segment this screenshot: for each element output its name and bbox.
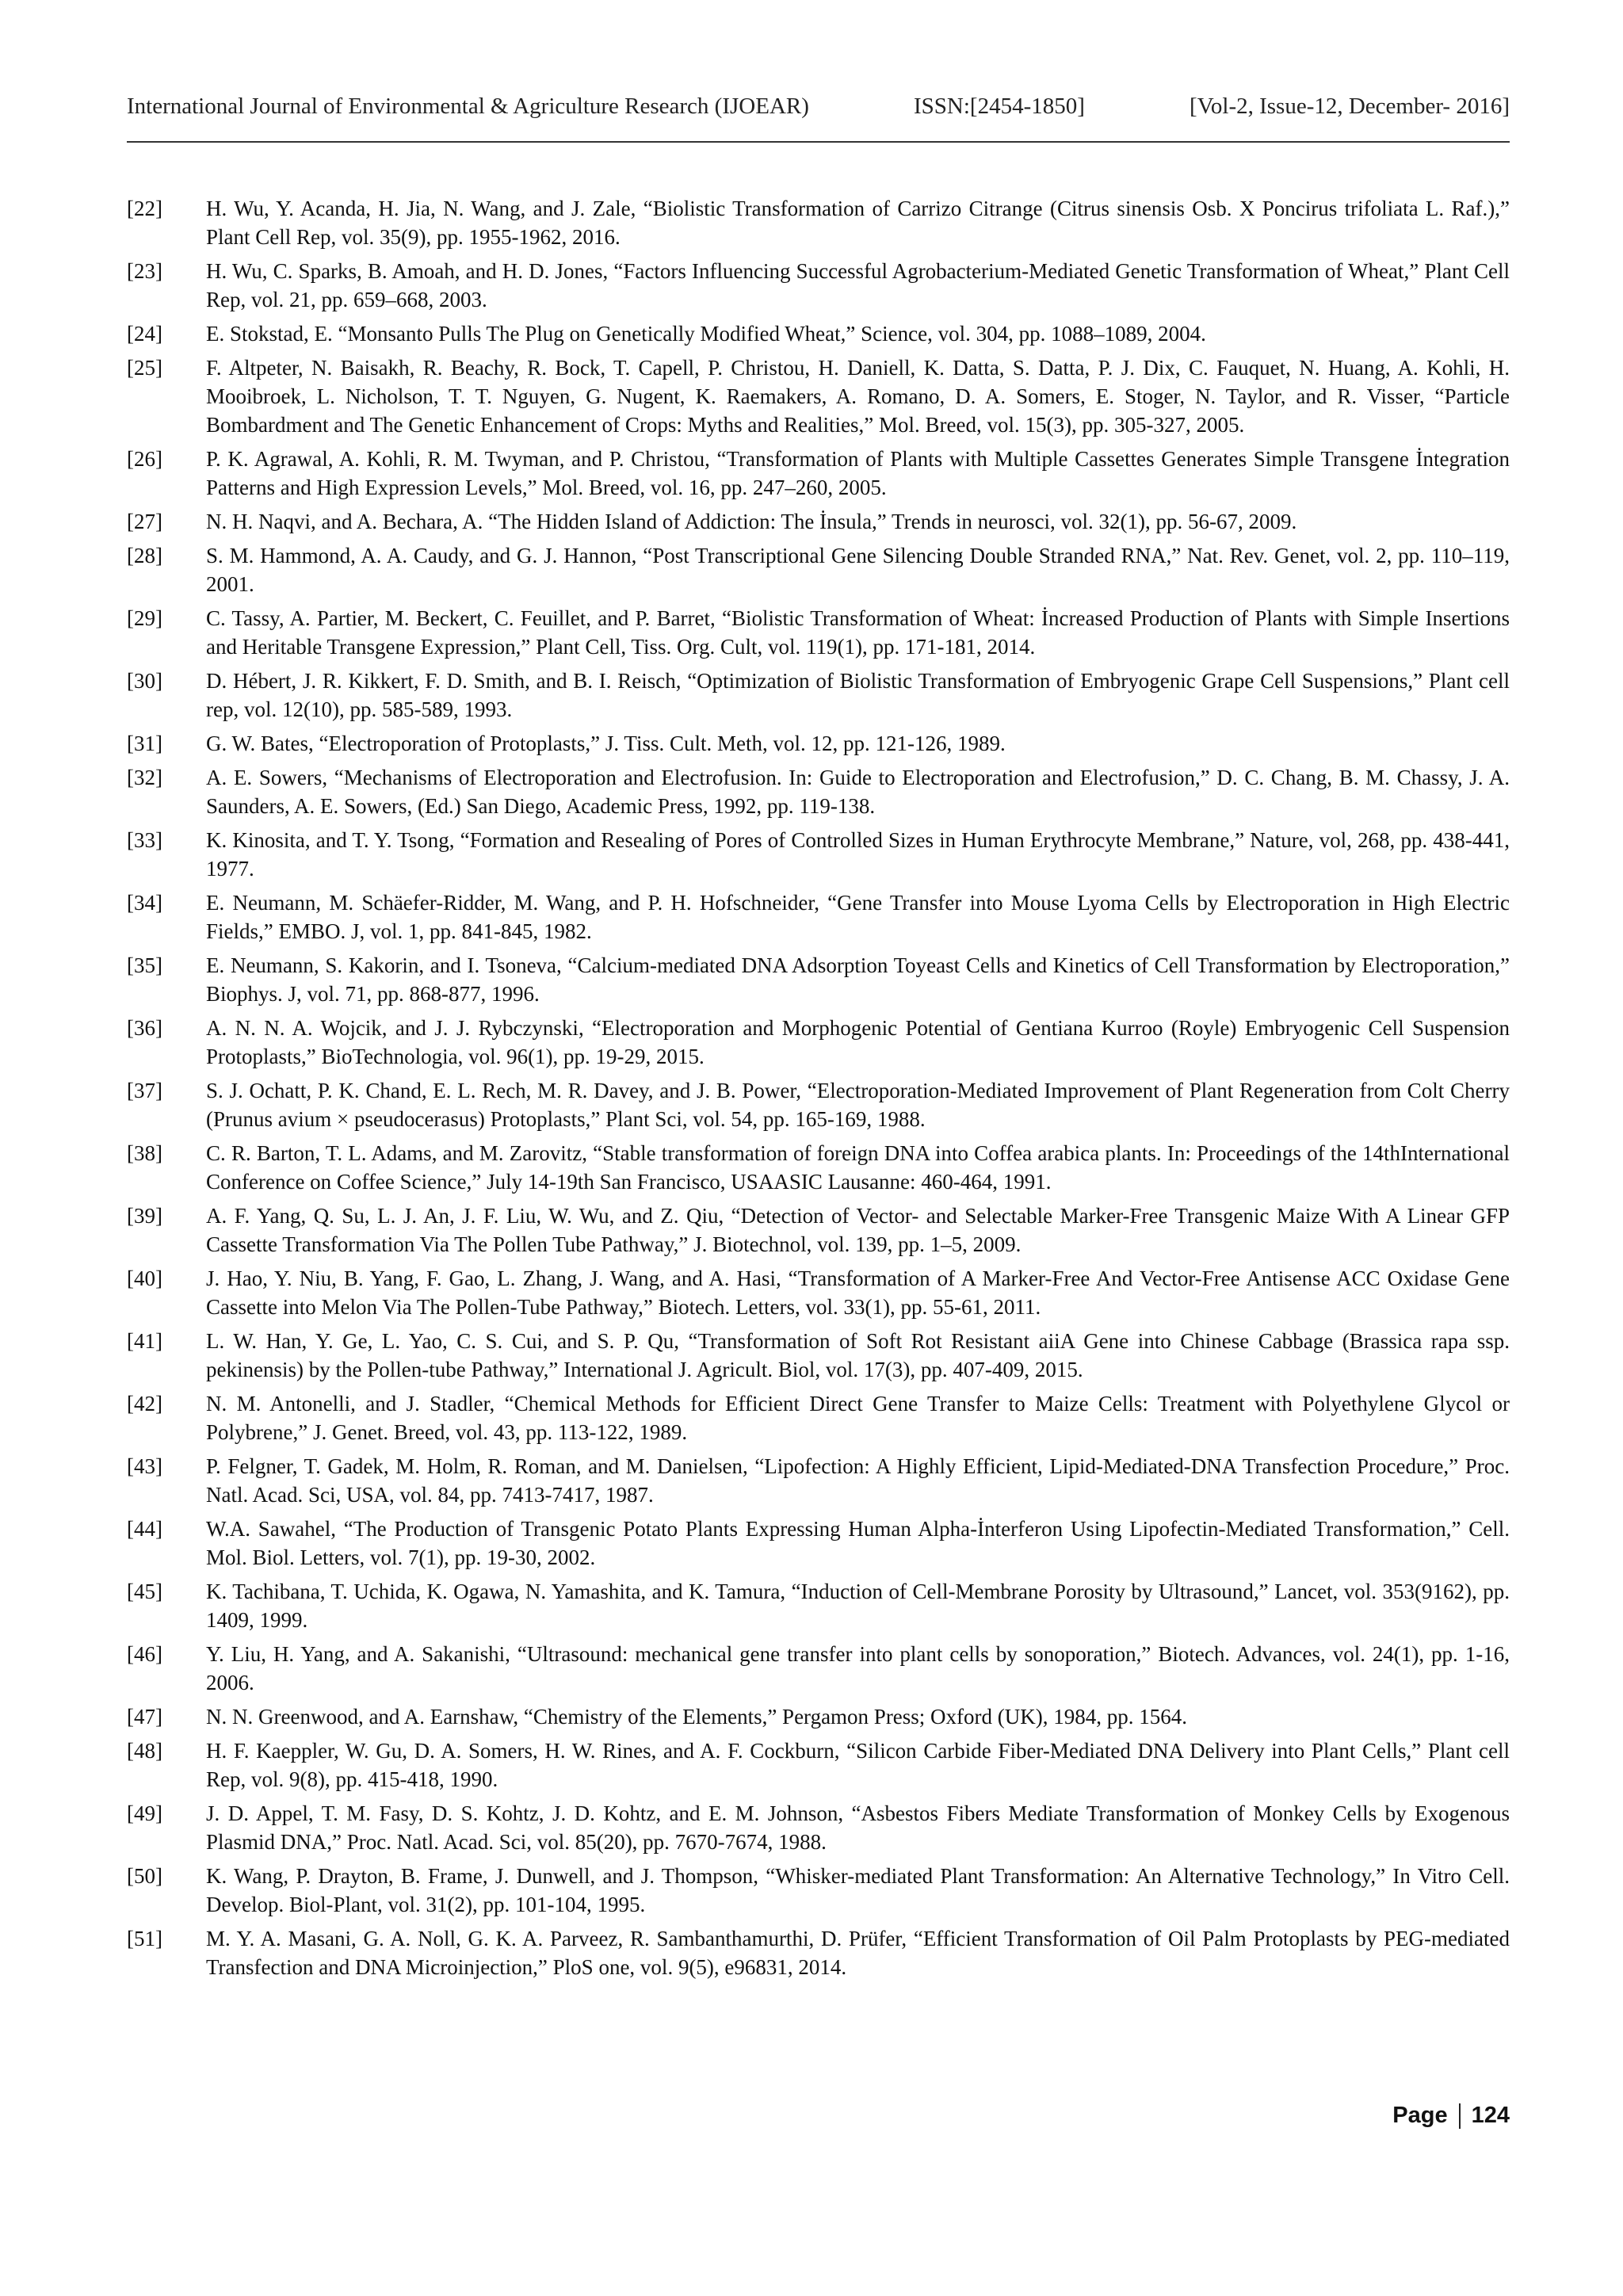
reference-text: H. F. Kaeppler, W. Gu, D. A. Somers, H. W. Rines, and A. F. Cockburn, “Silicon Carbide Fiber-Mediated DNA Delivery into Plant Cells,” Plant cell Rep, vol. 9(8), pp. 415-418, 1990. <box>206 1739 1510 1791</box>
reference-item <box>127 1515 1510 1572</box>
reference-item <box>127 319 1510 348</box>
reference-item <box>127 1201 1510 1259</box>
reference-number: [33] <box>127 828 162 852</box>
reference-text: W.A. Sawahel, “The Production of Transgenic Potato Plants Expressing Human Alpha-İnterferon Using Lipofectin-Mediated Transformation,” Cell. Mol. Biol. Letters, vol. 7(1), pp. 19-30, 2002. <box>206 1517 1510 1569</box>
reference-number: [38] <box>127 1141 162 1165</box>
reference-item <box>127 1924 1510 1981</box>
reference-number: [48] <box>127 1739 162 1763</box>
page-label: Page <box>1392 2103 1448 2128</box>
reference-number: [46] <box>127 1642 162 1666</box>
reference-item <box>127 888 1510 946</box>
reference-text: K. Wang, P. Drayton, B. Frame, J. Dunwell, and J. Thompson, “Whisker-mediated Plant Transformation: An Alternative Technology,” In Vitro Cell. Develop. Biol-Plant, vol. 31(2), pp. 101-104, 1995. <box>206 1864 1510 1916</box>
reference-number: [44] <box>127 1517 162 1541</box>
reference-text: A. F. Yang, Q. Su, L. J. An, J. F. Liu, W. Wu, and Z. Qiu, “Detection of Vector- and Selectable Marker-Free Transgenic Maize With A Linear GFP Cassette Transformation Via The Pollen Tube Pathway,” J. Biotechnol, vol. 139, pp. 1–5, 2009. <box>206 1204 1510 1256</box>
issn: ISSN:[2454-1850] <box>914 94 1085 119</box>
reference-number: [45] <box>127 1580 162 1603</box>
reference-text: L. W. Han, Y. Ge, L. Yao, C. S. Cui, and S. P. Qu, “Transformation of Soft Rot Resistant aiiA Gene into Chinese Cabbage (Brassica rapa ssp. pekinensis) by the Pollen-tube Pathway,” International J. Agricult. Biol, vol. 17(3), pp. 407-409, 2015. <box>206 1329 1510 1381</box>
reference-item <box>127 507 1510 536</box>
page-number: 124 <box>1471 2103 1510 2128</box>
reference-number: [41] <box>127 1329 162 1353</box>
reference-text: F. Altpeter, N. Baisakh, R. Beachy, R. Bock, T. Capell, P. Christou, H. Daniell, K. Datta, S. Datta, P. J. Dix, C. Fauquet, N. Huang, A. Kohli, H. Mooibroek, L. Nicholson, T. T. Nguyen, G. Nugent, K. Raemakers, A. Romano, D. A. Somers, E. Stoger, N. Taylor, and R. Visser, “Particle Bombardment and The Genetic Enhancement of Crops: Myths and Realities,” Mol. Breed, vol. 15(3), pp. 305-327, 2005. <box>206 356 1510 437</box>
reference-item <box>127 194 1510 251</box>
reference-text: N. H. Naqvi, and A. Bechara, A. “The Hidden Island of Addiction: The İnsula,” Trends in neurosci, vol. 32(1), pp. 56-67, 2009. <box>206 510 1297 533</box>
reference-item <box>127 1014 1510 1071</box>
reference-text: K. Kinosita, and T. Y. Tsong, “Formation and Resealing of Pores of Controlled Sizes in Human Erythrocyte Membrane,” Nature, vol, 268, pp. 438-441, 1977. <box>206 828 1510 881</box>
header-rule <box>127 141 1510 143</box>
reference-text: D. Hébert, J. R. Kikkert, F. D. Smith, and B. I. Reisch, “Optimization of Biolistic Transformation of Embryogenic Grape Cell Suspensions,” Plant cell rep, vol. 12(10), pp. 585-589, 1993. <box>206 669 1510 721</box>
reference-text: P. K. Agrawal, A. Kohli, R. M. Twyman, and P. Christou, “Transformation of Plants with Multiple Cassettes Generates Simple Transgene İntegration Patterns and High Expression Levels,” Mol. Breed, vol. 16, pp. 247–260, 2005. <box>206 447 1510 499</box>
reference-number: [37] <box>127 1079 162 1102</box>
reference-number: [42] <box>127 1392 162 1415</box>
reference-text: S. J. Ochatt, P. K. Chand, E. L. Rech, M. R. Davey, and J. B. Power, “Electroporation-Mediated Improvement of Plant Regeneration from Colt Cherry (Prunus avium × pseudocerasus) Protoplasts,” Plant Sci, vol. 54, pp. 165-169, 1988. <box>206 1079 1510 1131</box>
reference-number: [23] <box>127 259 162 283</box>
reference-item <box>127 667 1510 724</box>
reference-number: [36] <box>127 1016 162 1040</box>
reference-item <box>127 1799 1510 1856</box>
reference-text: H. Wu, Y. Acanda, H. Jia, N. Wang, and J. Zale, “Biolistic Transformation of Carrizo Citrange (Citrus sinensis Osb. X Poncirus trifoliata L. Raf.),” Plant Cell Rep, vol. 35(9), pp. 1955-1962, 2016. <box>206 197 1510 249</box>
reference-text: E. Neumann, M. Schäefer-Ridder, M. Wang, and P. H. Hofschneider, “Gene Transfer into Mouse Lyoma Cells by Electroporation in High Electric Fields,” EMBO. J, vol. 1, pp. 841-845, 1982. <box>206 891 1510 943</box>
reference-text: N. N. Greenwood, and A. Earnshaw, “Chemistry of the Elements,” Pergamon Press; Oxford (UK), 1984, pp. 1564. <box>206 1705 1188 1729</box>
journal-title: International Journal of Environmental & Agriculture Research (IJOEAR) <box>127 94 809 119</box>
reference-item <box>127 1327 1510 1384</box>
page-footer <box>1308 2103 1510 2129</box>
reference-item <box>127 445 1510 502</box>
reference-item <box>127 1736 1510 1794</box>
reference-number: [47] <box>127 1705 162 1729</box>
reference-item <box>127 604 1510 661</box>
reference-list <box>127 194 1510 1987</box>
reference-item <box>127 1640 1510 1697</box>
reference-text: G. W. Bates, “Electroporation of Protoplasts,” J. Tiss. Cult. Meth, vol. 12, pp. 121-126, 1989. <box>206 732 1006 755</box>
reference-text: N. M. Antonelli, and J. Stadler, “Chemical Methods for Efficient Direct Gene Transfer to Maize Cells: Treatment with Polyethylene Glycol or Polybrene,” J. Genet. Breed, vol. 43, pp. 113-122, 1989. <box>206 1392 1510 1444</box>
reference-text: E. Neumann, S. Kakorin, and I. Tsoneva, “Calcium-mediated DNA Adsorption Toyeast Cells and Kinetics of Cell Transformation by Electroporation,” Biophys. J, vol. 71, pp. 868-877, 1996. <box>206 953 1510 1006</box>
reference-number: [31] <box>127 732 162 755</box>
reference-text: K. Tachibana, T. Uchida, K. Ogawa, N. Yamashita, and K. Tamura, “Induction of Cell-Membrane Porosity by Ultrasound,” Lancet, vol. 353(9162), pp. 1409, 1999. <box>206 1580 1510 1632</box>
reference-item <box>127 1862 1510 1919</box>
reference-text: H. Wu, C. Sparks, B. Amoah, and H. D. Jones, “Factors Influencing Successful Agrobacterium-Mediated Genetic Transformation of Wheat,” Plant Cell Rep, vol. 21, pp. 659–668, 2003. <box>206 259 1510 311</box>
reference-text: Y. Liu, H. Yang, and A. Sakanishi, “Ultrasound: mechanical gene transfer into plant cells by sonoporation,” Biotech. Advances, vol. 24(1), pp. 1-16, 2006. <box>206 1642 1510 1694</box>
reference-item <box>127 1139 1510 1196</box>
reference-number: [32] <box>127 766 162 789</box>
reference-number: [22] <box>127 197 162 220</box>
reference-number: [35] <box>127 953 162 977</box>
reference-item <box>127 826 1510 883</box>
reference-text: J. D. Appel, T. M. Fasy, D. S. Kohtz, J. D. Kohtz, and E. M. Johnson, “Asbestos Fibers Mediate Transformation of Monkey Cells by Exogenous Plasmid DNA,” Proc. Natl. Acad. Sci, vol. 85(20), pp. 7670-7674, 1988. <box>206 1801 1510 1854</box>
reference-item <box>127 353 1510 439</box>
reference-item <box>127 1264 1510 1321</box>
reference-number: [30] <box>127 669 162 693</box>
reference-item <box>127 257 1510 314</box>
reference-text: P. Felgner, T. Gadek, M. Holm, R. Roman, and M. Danielsen, “Lipofection: A Highly Efficient, Lipid-Mediated-DNA Transfection Procedure,” Proc. Natl. Acad. Sci, USA, vol. 84, pp. 7413-7417, 1987. <box>206 1454 1510 1507</box>
reference-text: A. N. N. A. Wojcik, and J. J. Rybczynski, “Electroporation and Morphogenic Potential of Gentiana Kurroo (Royle) Embryogenic Cell Suspension Protoplasts,” BioTechnologia, vol. 96(1), pp. 19-29, 2015. <box>206 1016 1510 1068</box>
reference-number: [26] <box>127 447 162 471</box>
reference-number: [40] <box>127 1266 162 1290</box>
reference-item <box>127 763 1510 820</box>
reference-number: [50] <box>127 1864 162 1888</box>
volume-issue: [Vol-2, Issue-12, December- 2016] <box>1190 94 1510 119</box>
reference-text: E. Stokstad, E. “Monsanto Pulls The Plug on Genetically Modified Wheat,” Science, vol. 304, pp. 1088–1089, 2004. <box>206 322 1206 346</box>
reference-text: J. Hao, Y. Niu, B. Yang, F. Gao, L. Zhang, J. Wang, and A. Hasi, “Transformation of A Marker-Free And Vector-Free Antisense ACC Oxidase Gene Cassette into Melon Via The Pollen-Tube Pathway,” Biotech. Letters, vol. 33(1), pp. 55-61, 2011. <box>206 1266 1510 1319</box>
reference-item <box>127 1577 1510 1634</box>
reference-number: [34] <box>127 891 162 915</box>
reference-text: C. R. Barton, T. L. Adams, and M. Zarovitz, “Stable transformation of foreign DNA into Coffea arabica plants. In: Proceedings of the 14thInternational Conference on Coffee Science,” July 14-19th San Francisco, USAASIC Lausanne: 460-464, 1991. <box>206 1141 1510 1194</box>
reference-number: [28] <box>127 544 162 567</box>
reference-number: [24] <box>127 322 162 346</box>
reference-item <box>127 1389 1510 1446</box>
reference-item <box>127 1076 1510 1133</box>
reference-number: [49] <box>127 1801 162 1825</box>
reference-item <box>127 951 1510 1008</box>
reference-item <box>127 729 1510 758</box>
reference-number: [51] <box>127 1927 162 1950</box>
footer-separator <box>1459 2103 1461 2129</box>
reference-text: S. M. Hammond, A. A. Caudy, and G. J. Hannon, “Post Transcriptional Gene Silencing Double Stranded RNA,” Nat. Rev. Genet, vol. 2, pp. 110–119, 2001. <box>206 544 1510 596</box>
reference-item <box>127 541 1510 598</box>
running-header <box>127 94 1510 120</box>
reference-text: M. Y. A. Masani, G. A. Noll, G. K. A. Parveez, R. Sambanthamurthi, D. Prüfer, “Efficient Transformation of Oil Palm Protoplasts by PEG-mediated Transfection and DNA Microinjection,” PloS one, vol. 9(5), e96831, 2014. <box>206 1927 1510 1979</box>
reference-number: [25] <box>127 356 162 380</box>
reference-item <box>127 1452 1510 1509</box>
reference-text: A. E. Sowers, “Mechanisms of Electroporation and Electrofusion. In: Guide to Electroporation and Electrofusion,” D. C. Chang, B. M. Chassy, J. A. Saunders, A. E. Sowers, (Ed.) San Diego, Academic Press, 1992, pp. 119-138. <box>206 766 1510 818</box>
reference-text: C. Tassy, A. Partier, M. Beckert, C. Feuillet, and P. Barret, “Biolistic Transformation of Wheat: İncreased Production of Plants with Simple Insertions and Heritable Transgene Expression,” Plant Cell, Tiss. Org. Cult, vol. 119(1), pp. 171-181, 2014. <box>206 606 1510 659</box>
reference-number: [43] <box>127 1454 162 1478</box>
reference-number: [27] <box>127 510 162 533</box>
reference-number: [39] <box>127 1204 162 1228</box>
reference-item <box>127 1702 1510 1731</box>
reference-number: [29] <box>127 606 162 630</box>
